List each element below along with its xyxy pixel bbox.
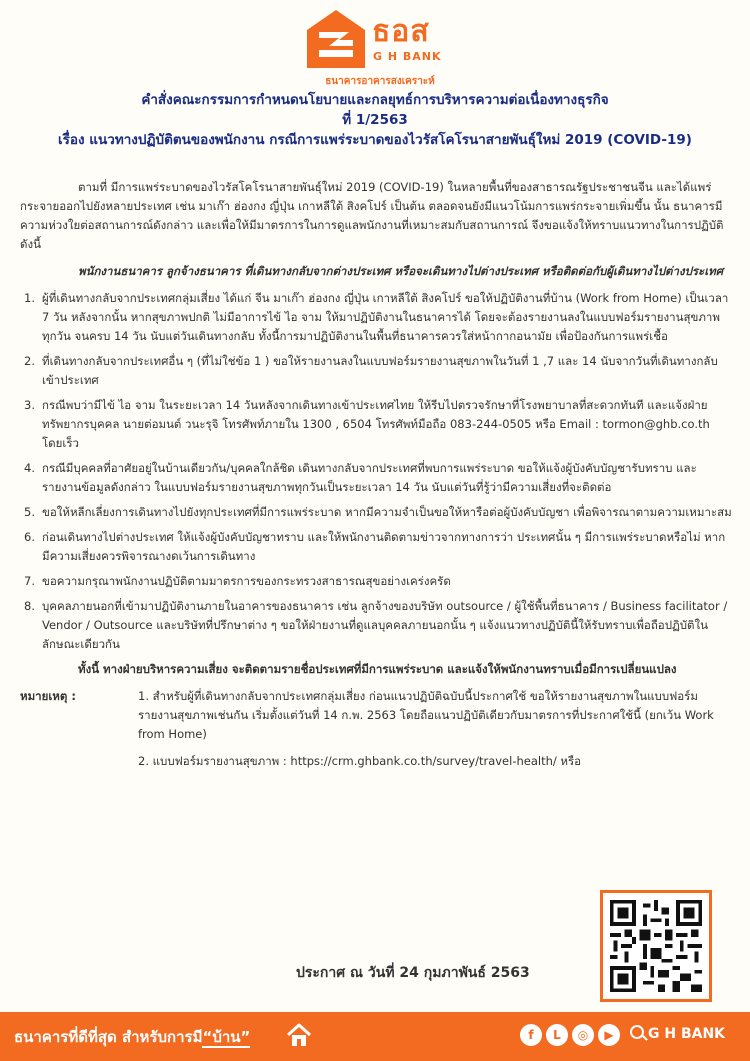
item-text: ที่เดินทางกลับจากประเทศอื่น ๆ (ที่ไม่ใช่ข้อ 1 ) ขอให้รายงานลงในแบบฟอร์มรายงานสุขภาพในวันที่ 1 ,7 และ 14 นับจากวันที่เดินทางกลับเข้าประเทศ xyxy=(42,354,718,387)
item-number: 4. xyxy=(24,461,35,475)
instagram-icon[interactable]: ◎ xyxy=(572,1024,594,1046)
item-text: ก่อนเดินทางไปต่างประเทศ ให้แจ้งผู้บังคับบัญชาทราบ และให้พนักงานติดตามข่าวจากทางการว่า ประเทศนั้น ๆ มีการแพร่ระบาดหรือไม่ หากมีความเสี่ยงควรพิจารณางดเว้นการเดินทาง xyxy=(42,530,726,563)
list-item xyxy=(20,597,732,654)
guideline-list xyxy=(20,289,732,654)
slogan-home-word: “บ้าน” xyxy=(202,1028,251,1046)
item-number: 5. xyxy=(24,505,35,519)
list-item xyxy=(20,503,732,522)
logo-bank-text: G H BANK xyxy=(373,50,442,63)
item-text: ขอให้หลีกเลี่ยงการเดินทางไปยังทุกประเทศที่มีการแพร่ระบาด หากมีความจำเป็นขอให้หารือต่อผู้บังคับบัญชา เพื่อพิจารณาตามความเหมาะสม xyxy=(42,505,732,519)
section-subhead: พนักงานธนาคาร ลูกจ้างธนาคาร ที่เดินทางกลับจากต่างประเทศ หรือจะเดินทางไปต่างประเทศ หรือติดต่อกับผู้เดินทางไปต่างประเทศ xyxy=(78,264,724,278)
line-icon[interactable]: L xyxy=(546,1024,568,1046)
remark-item-2[interactable]: 2. แบบฟอร์มรายงานสุขภาพ : https://crm.ghbank.co.th/survey/travel-health/ หรือ xyxy=(138,754,582,768)
search-icon xyxy=(630,1025,644,1039)
logo-thai-name: ธนาคารอาคารสงเคราะห์ xyxy=(325,76,435,87)
list-item xyxy=(20,572,732,591)
footer-bar xyxy=(0,1012,750,1061)
home-icon xyxy=(286,1022,312,1048)
item-number: 8. xyxy=(24,599,35,613)
list-item xyxy=(20,459,732,497)
document-title xyxy=(0,90,750,150)
list-item xyxy=(20,396,732,453)
house-logo-icon xyxy=(305,8,367,70)
item-number: 1. xyxy=(24,291,35,305)
intro-paragraph: ตามที่ มีการแพร่ระบาดของไวรัสโคโรนาสายพันธุ์ใหม่ 2019 (COVID-19) ในหลายพื้นที่ของสาธารณรัฐประชาชนจีน และได้แพร่กระจายออกไปยังหลายประเทศ เช่น มาเก๊า ฮ่องกง ญี่ปุ่น เกาหลีใต้ สิงคโปร์ เป็นต้น ตลอดจนยังมีแนวโน้มการแพร่กระจายเพิ่มขึ้น นั้น ธนาคารมีความห่วงใยต่อสถานการณ์ดังกล่าว และเพื่อให้มีมาตรการในการดูแลพนักงานที่เหมาะสมกับสถานการณ์ จึงขอแจ้งให้ทราบแนวทางในการปฏิบัติ ดังนี้ xyxy=(20,180,724,251)
slogan-text: ธนาคารที่ดีที่สุด สำหรับการมี xyxy=(14,1028,203,1046)
qr-code-icon xyxy=(610,900,702,992)
remark-item-1: 1. สำหรับผู้ที่เดินทางกลับจากประเทศกลุ่มเสี่ยง ก่อนแนวปฏิบัติฉบับนี้ประกาศใช้ ขอให้รายงานสุขภาพในแบบฟอร์มรายงานสุขภาพเช่นกัน เริ่มตั้งแต่วันที่ 14 ก.พ. 2563 โดยถือแนวปฏิบัติเดียวกับมาตรการที่ประกาศใช้นี้ (ยกเว้น Work from Home) xyxy=(138,689,714,741)
title-line-3: เรื่อง แนวทางปฏิบัติตนของพนักงาน กรณีการแพร่ระบาดของไวรัสโคโรนาสายพันธุ์ใหม่ 2019 (COVID-19) xyxy=(58,132,692,148)
footer-brand: G H BANK xyxy=(648,1026,726,1042)
list-item xyxy=(20,352,732,390)
item-number: 2. xyxy=(24,354,35,368)
remark-section xyxy=(20,687,732,771)
item-number: 6. xyxy=(24,530,35,544)
youtube-icon[interactable]: ▶ xyxy=(598,1024,620,1046)
announce-date: ประกาศ ณ วันที่ 24 กุมภาพันธ์ 2563 xyxy=(296,965,530,981)
title-line-1: คำสั่งคณะกรรมการกำหนดนโยบายและกลยุทธ์การบริหารความต่อเนื่องทางธุรกิจ xyxy=(141,92,609,108)
item-text: กรณีมีบุคคลที่อาศัยอยู่ในบ้านเดียวกัน/บุคคลใกล้ชิด เดินทางกลับจากประเทศที่พบการแพร่ระบาด ขอให้แจ้งผู้บังคับบัญชารับทราบ และรายงานข้อมูลดังกล่าว ในแบบฟอร์มรายงานสุขภาพทุกวันเป็นระยะเวลา 14 วัน นับแต่วันที่รู้ว่ามีความเสี่ยงที่จะติดต่อ xyxy=(42,461,697,494)
document-body xyxy=(20,178,732,771)
qr-code[interactable] xyxy=(600,890,712,1002)
list-item xyxy=(20,289,732,346)
item-text: ขอความกรุณาพนักงานปฏิบัติตามมาตรการของกระทรวงสาธารณสุขอย่างเคร่งครัด xyxy=(42,574,451,588)
item-number: 7. xyxy=(24,574,35,588)
ghbank-logo[interactable] xyxy=(305,8,455,88)
item-number: 3. xyxy=(24,398,35,412)
closing-paragraph: ทั้งนี้ ทางฝ่ายบริหารความเสี่ยง จะติดตามรายชื่อประเทศที่มีการแพร่ระบาด และแจ้งให้พนักงานทราบเมื่อมีการเปลี่ยนแปลง xyxy=(78,662,677,676)
item-text: กรณีพบว่ามีไข้ ไอ จาม ในระยะเวลา 14 วันหลังจากเดินทางเข้าประเทศไทย ให้รีบไปตรวจรักษาที่โรงพยาบาลที่สะดวกทันที และแจ้งฝ่ายทรัพยากรบุคคล นายต่อมนต์ วนะรุจิ โทรศัพท์ภายใน 1300 , 6504 โทรศัพท์มือถือ 083-244-0505 หรือ Email : tormon@ghb.co.th โดยเร็ว xyxy=(42,398,710,450)
footer-slogan xyxy=(14,1025,250,1049)
facebook-icon[interactable]: f xyxy=(520,1024,542,1046)
list-item xyxy=(20,528,732,566)
logo-wordmark: ธอส xyxy=(372,14,430,49)
item-text: บุคคลภายนอกที่เข้ามาปฏิบัติงานภายในอาคารของธนาคาร เช่น ลูกจ้างของบริษัท outsource / ผู้ใช้พื้นที่ธนาคาร / Business facilitator / Vendor / Outsource และบริษัทที่ปรึกษาต่าง ๆ ขอให้ฝ่ายงานที่ดูแลบุคคลภายนอกนั้น ๆ แจ้งแนวทางปฏิบัตินี้ให้รับทราบเพื่อถือปฏิบัติในลักษณะเดียวกัน xyxy=(42,599,728,651)
item-text: ผู้ที่เดินทางกลับจากประเทศกลุ่มเสี่ยง ได้แก่ จีน มาเก๊า ฮ่องกง ญี่ปุ่น เกาหลีใต้ สิงคโปร์ ขอให้ปฏิบัติงานที่บ้าน (Work from Home) เป็นเวลา 7 วัน หลังจากนั้น หากสุขภาพปกติ ไม่มีอาการไข้ ไอ จาม ให้มาปฏิบัติงานในธนาคารได้ โดยจะต้องรายงานลงในแบบฟอร์มรายงานสุขภาพ ทุกวัน จนครบ 14 วัน นับแต่วันเดินทางกลับ ทั้งนี้การมาปฏิบัติงานในพื้นที่ธนาคารควรใส่หน้ากากอนามัย เพื่อป้องกันการแพร่เชื้อ xyxy=(42,291,729,343)
title-line-2: ที่ 1/2563 xyxy=(342,112,408,128)
remark-label: หมายเหตุ : xyxy=(20,689,76,703)
